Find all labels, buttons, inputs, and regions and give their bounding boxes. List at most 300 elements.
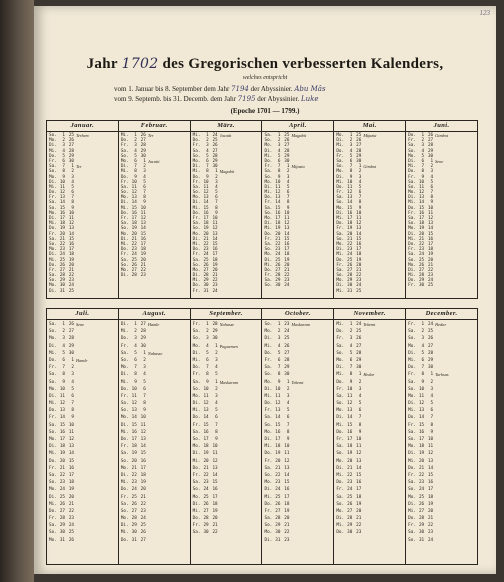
abyssinian-month: Paguemen (219, 343, 238, 349)
weekday: Sa. (192, 480, 201, 486)
abyssinian-day: 22 (284, 530, 290, 536)
gregorian-day: 16 (418, 210, 425, 216)
gregorian-day: 27 (347, 267, 353, 273)
weekday: Fr. (49, 516, 57, 522)
weekday: Mo. (336, 169, 345, 175)
abyssinian-day: 16 (212, 247, 218, 253)
abyssinian-day: 24 (356, 322, 362, 327)
weekday: Sa. (49, 422, 57, 428)
abyssinian-day: 21 (140, 262, 146, 268)
abyssinian-day: 14 (284, 231, 290, 237)
weekday: So. (120, 357, 129, 363)
abyssinian-month (363, 436, 404, 443)
abyssinian-day: 28 (68, 148, 74, 154)
abyssinian-day: 2 (215, 386, 218, 392)
weekday: Fr. (192, 523, 201, 529)
weekday: Do. (336, 184, 345, 190)
weekday: So. (408, 257, 416, 263)
abyssinian-day: 23 (356, 530, 362, 536)
weekday: So. (192, 437, 201, 442)
abyssinian-month (435, 494, 476, 501)
abyssinian-month (435, 422, 476, 429)
day-row (336, 357, 404, 364)
abyssinian-month (220, 443, 261, 450)
gregorian-day: 8 (349, 372, 353, 378)
abyssinian-month (76, 422, 117, 429)
weekday: Fr. (408, 322, 416, 327)
abyssinian-day: 3 (358, 386, 362, 392)
weekday: Do. (49, 458, 57, 464)
day-row (336, 422, 404, 429)
gregorian-day: 7 (277, 365, 281, 371)
abyssinian-day: 30 (284, 372, 290, 378)
month-name: April. (262, 121, 333, 132)
weekday: Mi. (192, 169, 201, 175)
day-row (193, 458, 261, 465)
weekday: Fr. (408, 174, 416, 180)
day-row (49, 472, 117, 479)
abyssinian-day: 3 (71, 174, 74, 180)
day-row (264, 407, 332, 414)
abyssinian-day: 6 (71, 190, 74, 196)
day-row (121, 407, 189, 414)
weekday: Fr. (120, 343, 129, 349)
title-prefix: Jahr (86, 56, 118, 72)
abyssinian-day: 16 (284, 487, 290, 493)
weekday: Sa. (49, 472, 57, 478)
weekday: Di. (49, 444, 57, 450)
abyssinian-day: 26 (427, 336, 434, 342)
weekday: Mi. (264, 343, 273, 349)
abyssinian-month (291, 335, 332, 342)
gregorian-day: 3 (206, 143, 209, 149)
gregorian-day: 28 (418, 273, 425, 279)
weekday: Mo. (408, 494, 416, 500)
weekday: Sa. (336, 393, 345, 399)
month-name: März. (191, 121, 262, 132)
gregorian-day: 23 (131, 247, 137, 253)
day-row (264, 343, 332, 350)
gregorian-day: 1 (206, 322, 209, 327)
abyssinian-day: 23 (284, 537, 290, 543)
gregorian-day: 7 (62, 164, 65, 170)
day-row (121, 350, 189, 357)
abyssinian-day: 3 (215, 179, 218, 185)
weekday: Fr. (49, 195, 57, 201)
weekday: So. (408, 221, 416, 227)
gregorian-day: 27 (203, 508, 209, 514)
day-row (336, 529, 404, 536)
gregorian-day: 18 (59, 221, 65, 227)
abyssinian-day: 1 (215, 169, 218, 175)
abyssinian-month (148, 537, 189, 544)
gregorian-day: 25 (418, 494, 425, 500)
abyssinian-month (220, 422, 261, 429)
abyssinian-day: 27 (140, 138, 146, 144)
abyssinian-month: Sene (76, 322, 85, 327)
gregorian-day: 2 (349, 138, 353, 144)
gregorian-day: 7 (277, 164, 281, 170)
day-row (121, 465, 189, 472)
weekday: Di. (120, 422, 129, 428)
weekday: Fr. (120, 393, 129, 399)
gregorian-day: 9 (62, 379, 65, 385)
gregorian-day: 29 (275, 278, 281, 284)
day-row (49, 393, 117, 400)
weekday: Sa. (264, 516, 273, 522)
abyssinian-day: 19 (68, 487, 74, 493)
abyssinian-day: 30 (68, 158, 74, 164)
abyssinian-month (291, 422, 332, 429)
weekday: Do. (120, 487, 129, 493)
abyssinian-day: 12 (140, 216, 146, 221)
abyssinian-day: 25 (427, 283, 434, 289)
gregorian-day: 23 (275, 247, 281, 253)
abyssinian-month (148, 328, 189, 335)
weekday: Di. (192, 451, 201, 457)
range-line-2-text2: der Abyssinier. (257, 95, 300, 103)
day-list (47, 320, 118, 544)
gregorian-day: 7 (421, 365, 425, 371)
gregorian-day: 9 (206, 379, 209, 385)
gregorian-day: 19 (347, 451, 353, 457)
abyssinian-month (148, 529, 189, 536)
gregorian-day: 10 (203, 179, 209, 185)
weekday: Do. (264, 267, 273, 273)
weekday: Mo. (49, 174, 57, 180)
weekday: Mi. (408, 458, 416, 464)
abyssinian-day: 11 (212, 221, 218, 227)
weekday: Do. (336, 221, 345, 227)
weekday: Sa. (49, 273, 57, 279)
gregorian-day: 10 (59, 179, 65, 185)
weekday: So. (49, 133, 57, 138)
month-name: November. (334, 309, 405, 320)
weekday: Sa. (120, 501, 129, 507)
gregorian-day: 1 (134, 322, 137, 327)
gregorian-day: 20 (59, 458, 65, 464)
abyssinian-day: 3 (71, 372, 74, 378)
abyssinian-day: 11 (68, 216, 74, 221)
abyssinian-month (363, 393, 404, 400)
abyssinian-month (435, 328, 476, 335)
abyssinian-day: 13 (356, 226, 362, 232)
abyssinian-day: 9 (286, 437, 290, 442)
abyssinian-day: 20 (284, 262, 290, 268)
gregorian-day: 24 (203, 252, 209, 258)
abyssinian-month: Mijazia (291, 164, 305, 170)
gregorian-day: 22 (203, 472, 209, 478)
gregorian-day: 24 (59, 252, 65, 258)
abyssinian-month (363, 400, 404, 407)
abyssinian-day: 30 (356, 158, 362, 164)
day-row (264, 436, 332, 443)
weekday: So. (192, 336, 201, 342)
weekday: Fr. (49, 365, 57, 371)
gregorian-day: 13 (59, 408, 65, 414)
weekday: Sa. (408, 329, 416, 335)
weekday: Di. (192, 350, 201, 356)
weekday: Mi. (120, 241, 129, 247)
day-row (336, 335, 404, 342)
day-row (193, 371, 261, 378)
abyssinian-day: 14 (212, 472, 218, 478)
day-row (336, 379, 404, 386)
abyssinian-day: 14 (427, 226, 434, 232)
abyssinian-day: 13 (356, 458, 362, 464)
day-row (49, 429, 117, 436)
weekday: Do. (120, 437, 129, 442)
abyssinian-day: 13 (140, 437, 146, 442)
abyssinian-month (435, 508, 476, 515)
abyssinian-day: 24 (140, 516, 146, 522)
gregorian-day: 8 (421, 169, 425, 175)
day-row (193, 407, 261, 414)
day-row (408, 429, 476, 436)
weekday: Do. (264, 195, 273, 201)
abyssinian-day: 13 (212, 231, 218, 237)
abyssinian-day: 30 (68, 350, 74, 356)
abyssinian-day: 29 (140, 336, 146, 342)
weekday: Mi. (120, 480, 129, 486)
gregorian-day: 8 (277, 169, 281, 175)
calendar-grid-second-half (46, 308, 478, 565)
weekday: Mo. (120, 365, 129, 371)
abyssinian-day: 2 (430, 164, 434, 170)
gregorian-day: 29 (275, 523, 281, 529)
abyssinian-month (76, 443, 117, 450)
month-name: December. (406, 309, 477, 320)
gregorian-day: 6 (206, 158, 209, 164)
gregorian-day: 14 (131, 200, 137, 206)
weekday: Mi. (264, 190, 273, 196)
abyssinian-month (291, 443, 332, 450)
abyssinian-day: 7 (358, 195, 362, 201)
month-name: September. (191, 309, 262, 320)
gregorian-day: 14 (418, 200, 425, 206)
abyssinian-day: 13 (427, 221, 434, 227)
abyssinian-day: 17 (140, 465, 146, 471)
weekday: Fr. (408, 523, 416, 529)
weekday: Sa. (336, 494, 345, 500)
gregorian-day: 12 (418, 401, 425, 407)
gregorian-day: 3 (206, 336, 209, 342)
gregorian-day: 25 (59, 257, 65, 263)
abyssinian-month: Magabit (219, 169, 235, 175)
gregorian-day: 21 (418, 465, 425, 471)
abyssinian-month: Terhem (76, 133, 89, 138)
day-row (336, 429, 404, 436)
abyssinian-day: 28 (212, 322, 218, 327)
day-row (336, 486, 404, 493)
gregorian-day: 22 (203, 241, 209, 247)
weekday: Fr. (408, 138, 416, 144)
gregorian-day: 23 (418, 480, 425, 486)
abyssinian-day: 22 (356, 523, 362, 529)
abyssinian-month (435, 472, 476, 479)
abyssinian-day: 30 (427, 365, 434, 371)
weekday: Di. (192, 501, 201, 507)
weekday: Di. (336, 210, 345, 216)
book-spine (0, 0, 34, 582)
day-row (49, 343, 117, 350)
abyssinian-day: 19 (356, 501, 362, 507)
weekday: Mi. (120, 429, 129, 435)
day-row (408, 508, 476, 515)
weekday: Di. (264, 386, 273, 392)
abyssinian-month (435, 386, 476, 393)
abyssinian-day: 14 (284, 472, 290, 478)
gregorian-day: 21 (59, 465, 65, 471)
day-list (406, 320, 477, 544)
weekday: So. (264, 174, 273, 180)
weekday: Di. (408, 267, 416, 273)
abyssinian-month (148, 407, 189, 414)
abyssinian-day: 17 (284, 494, 290, 500)
weekday: Do. (49, 153, 57, 159)
gregorian-day: 8 (206, 169, 209, 175)
day-row (408, 414, 476, 421)
abyssinian-month (435, 450, 476, 457)
abyssinian-day: 6 (143, 386, 146, 392)
abyssinian-month (148, 522, 189, 529)
weekday: Mo. (336, 278, 345, 284)
gregorian-day: 2 (134, 138, 137, 144)
weekday: Fr. (264, 357, 273, 363)
gregorian-day: 18 (59, 444, 65, 450)
day-row (193, 321, 261, 328)
weekday: Mi. (336, 472, 345, 478)
abyssinian-day: 7 (215, 200, 218, 206)
abyssinian-day: 1 (358, 164, 362, 170)
abyssinian-month (363, 486, 404, 493)
day-row (193, 343, 261, 350)
month-name: Juni. (406, 121, 477, 132)
gregorian-day: 5 (421, 153, 425, 159)
weekday: Di. (264, 336, 273, 342)
abyssinian-day: 15 (68, 236, 74, 242)
weekday: Di. (336, 283, 345, 289)
weekday: Di. (120, 236, 129, 242)
gregorian-day: 10 (131, 386, 137, 392)
abyssinian-day: 17 (140, 241, 146, 247)
abyssinian-day: 24 (212, 133, 218, 138)
weekday: Sa. (49, 236, 57, 242)
gregorian-day: 9 (421, 174, 425, 180)
weekday: Di. (192, 200, 201, 206)
abyssinian-month (363, 386, 404, 393)
gregorian-day: 5 (206, 153, 209, 159)
weekday: Do. (49, 508, 57, 514)
range-line-1 (114, 85, 434, 93)
abyssinian-day: 21 (140, 494, 146, 500)
day-list (334, 132, 405, 294)
abyssinian-month (220, 529, 261, 536)
abyssinian-month (220, 515, 261, 522)
gregorian-day: 9 (349, 379, 353, 385)
abyssinian-month (220, 465, 261, 472)
day-row (49, 379, 117, 386)
abyssinian-day: 20 (356, 262, 362, 268)
weekday: Fr. (49, 415, 57, 421)
gregorian-day: 9 (349, 174, 353, 180)
gregorian-day: 24 (59, 487, 65, 493)
gregorian-day: 8 (62, 372, 65, 378)
abyssinian-day: 11 (140, 210, 146, 216)
day-row (121, 436, 189, 443)
weekday: Fr. (192, 472, 201, 478)
gregorian-day: 19 (131, 226, 137, 232)
day-row (336, 386, 404, 393)
abyssinian-day: 30 (140, 343, 146, 349)
weekday: Di. (49, 179, 57, 185)
weekday: Mo. (192, 444, 201, 450)
gregorian-day: 20 (59, 231, 65, 237)
gregorian-day: 8 (421, 372, 425, 378)
gregorian-day: 25 (203, 257, 209, 263)
weekday: Fr. (336, 386, 345, 392)
abyssinian-day: 8 (143, 195, 146, 201)
gregorian-day: 20 (131, 231, 137, 237)
abyssinian-month (148, 429, 189, 436)
abyssinian-day: 16 (427, 236, 434, 242)
day-row (336, 407, 404, 414)
day-row (408, 379, 476, 386)
day-list (262, 132, 333, 289)
abyssinian-month (363, 364, 404, 371)
weekday: Do. (120, 336, 129, 342)
weekday: So. (120, 408, 129, 414)
gregorian-day: 7 (62, 365, 65, 371)
abyssinian-day: 22 (212, 530, 218, 536)
gregorian-day: 19 (275, 226, 281, 232)
weekday: Fr. (192, 372, 201, 378)
weekday: Mi. (120, 169, 129, 175)
weekday: Mo. (264, 179, 273, 185)
abyssinian-month (76, 400, 117, 407)
weekday: Sa. (336, 343, 345, 349)
gregorian-day: 19 (203, 451, 209, 457)
weekday: Sa. (264, 133, 273, 138)
gregorian-day: 23 (347, 247, 353, 253)
day-row (193, 479, 261, 486)
weekday: Mo. (264, 429, 273, 435)
abyssinian-day: 26 (68, 322, 74, 327)
day-row (408, 522, 476, 529)
gregorian-day: 28 (347, 516, 353, 522)
abyssinian-day: 17 (284, 247, 290, 253)
gregorian-day: 26 (203, 501, 209, 507)
weekday: Di. (49, 288, 57, 294)
gregorian-day: 25 (131, 257, 137, 263)
abyssinian-month (435, 364, 476, 371)
abyssinian-day: 19 (68, 257, 74, 263)
day-row (121, 529, 189, 536)
gregorian-day: 8 (206, 372, 209, 378)
weekday: Do. (120, 210, 129, 216)
abyssinian-day: 19 (140, 252, 146, 258)
gregorian-day: 17 (203, 437, 209, 442)
weekday: Mi. (49, 401, 57, 407)
gregorian-day: 28 (203, 516, 209, 522)
abyssinian-day: 28 (140, 329, 146, 335)
abyssinian-day: 8 (286, 429, 290, 435)
abyssinian-day: 12 (356, 221, 362, 227)
abyssinian-day: 24 (427, 322, 434, 327)
weekday: Do. (49, 262, 57, 268)
abyssinian-month (220, 407, 261, 414)
abyssinian-month (291, 472, 332, 479)
